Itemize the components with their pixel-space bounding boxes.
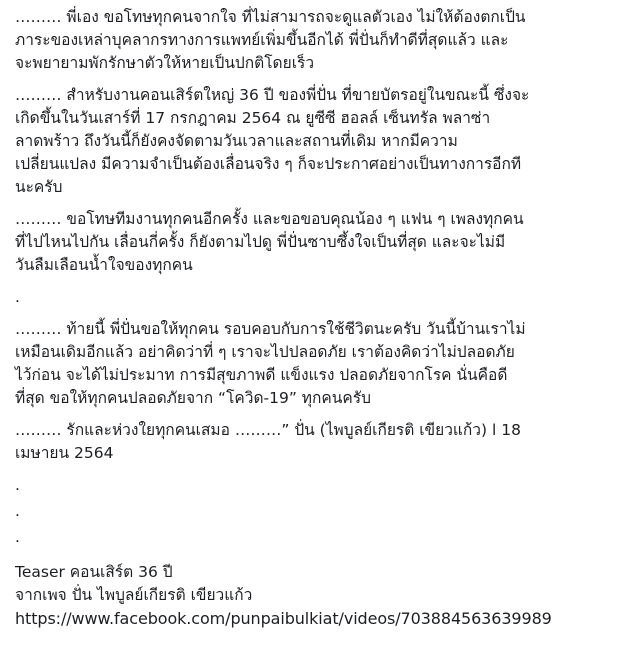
separator-dot: . xyxy=(15,476,20,494)
video-link[interactable]: https://www.facebook.com/punpaibulkiat/videos/703884563639989 xyxy=(15,609,552,628)
teaser-title: Teaser คอนเสิร์ต 36 ปี xyxy=(15,563,173,581)
teaser-block xyxy=(15,561,615,630)
post-paragraph-advice: ……… ท้ายนี้ พี่ปั่นขอให้ทุกคน รอบคอบกับการใช้ชีวิตนะครับ วันนี้บ้านเราไม่ เหมือนเดิมอีกแล้ว อย่าคิดว่าที่ ๆ เราจะไปปลอดภัย เราต้องคิดว่าไม่ปลอดภัย ไว้ก่อน จะได้ไม่ประมาท การมีสุขภาพดี แข็งแรง ปลอดภัยจากโรค นั่นคือดี ที่สุด ขอให้ทุกคนปลอดภัยจาก “โควิด-19” ทุกคนครับ xyxy=(15,320,526,407)
separator-dot: . xyxy=(15,528,20,546)
separator-dot: . xyxy=(15,502,20,520)
separator-dots xyxy=(15,474,615,549)
teaser-source: จากเพจ ปั่น ไพบูลย์เกียรติ เขียวแก้ว xyxy=(15,586,253,604)
post-paragraph-thanks: ……… ขอโทษทีมงานทุกคนอีกครั้ง และขอขอบคุณน้อง ๆ แฟน ๆ เพลงทุกคน ที่ไปไหนไปกัน เลื่อนกี่ครั้ง ก็ยังตามไปดู พี่ปั่นซาบซึ้งใจเป็นที่สุด และจะไม่มี วันลืมเลือนน้ำใจของทุกคน xyxy=(15,210,524,274)
post-paragraph-concert: ……… สำหรับงานคอนเสิร์ตใหญ่ 36 ปี ของพี่ปั่น ที่ขายบัตรอยู่ในขณะนี้ ซึ่งจะ เกิดขึ้นในวันเสาร์ที่ 17 กรกฎาคม 2564 ณ ยูซีซี ฮอลล์ เซ็นทรัล พลาซ่า ลาดพร้าว ถึงวันนี้ก็ยังคงจัดตามวันเวลาและสถานที่เดิม หากมีความ เปลี่ยนแปลง มีความจำเป็นต้องเลื่อนจริง ๆ ก็จะประกาศอย่างเป็นทางการอีกที นะครับ xyxy=(15,86,530,196)
post-paragraph-signature: ……… รักและห่วงใยทุกคนเสมอ ………” ปั่น (ไพบูลย์เกียรติ เขียวแก้ว) l 18 เมษายน 2564 xyxy=(15,421,521,462)
post-paragraph-apology: ……… พี่เอง ขอโทษทุกคนจากใจ ที่ไม่สามารถจะดูแลตัวเอง ไม่ให้ต้องตกเป็น ภาระของเหล่าบุคลากรทางการแพทย์เพิ่มขึ้นอีกได้ พี่ปั่นก็ทำดีที่สุดแล้ว และ จะพยายามพักรักษาตัวให้หายเป็นปกติโดยเร็ว xyxy=(15,8,526,72)
post-text xyxy=(15,6,615,630)
separator-dot: . xyxy=(15,288,20,306)
